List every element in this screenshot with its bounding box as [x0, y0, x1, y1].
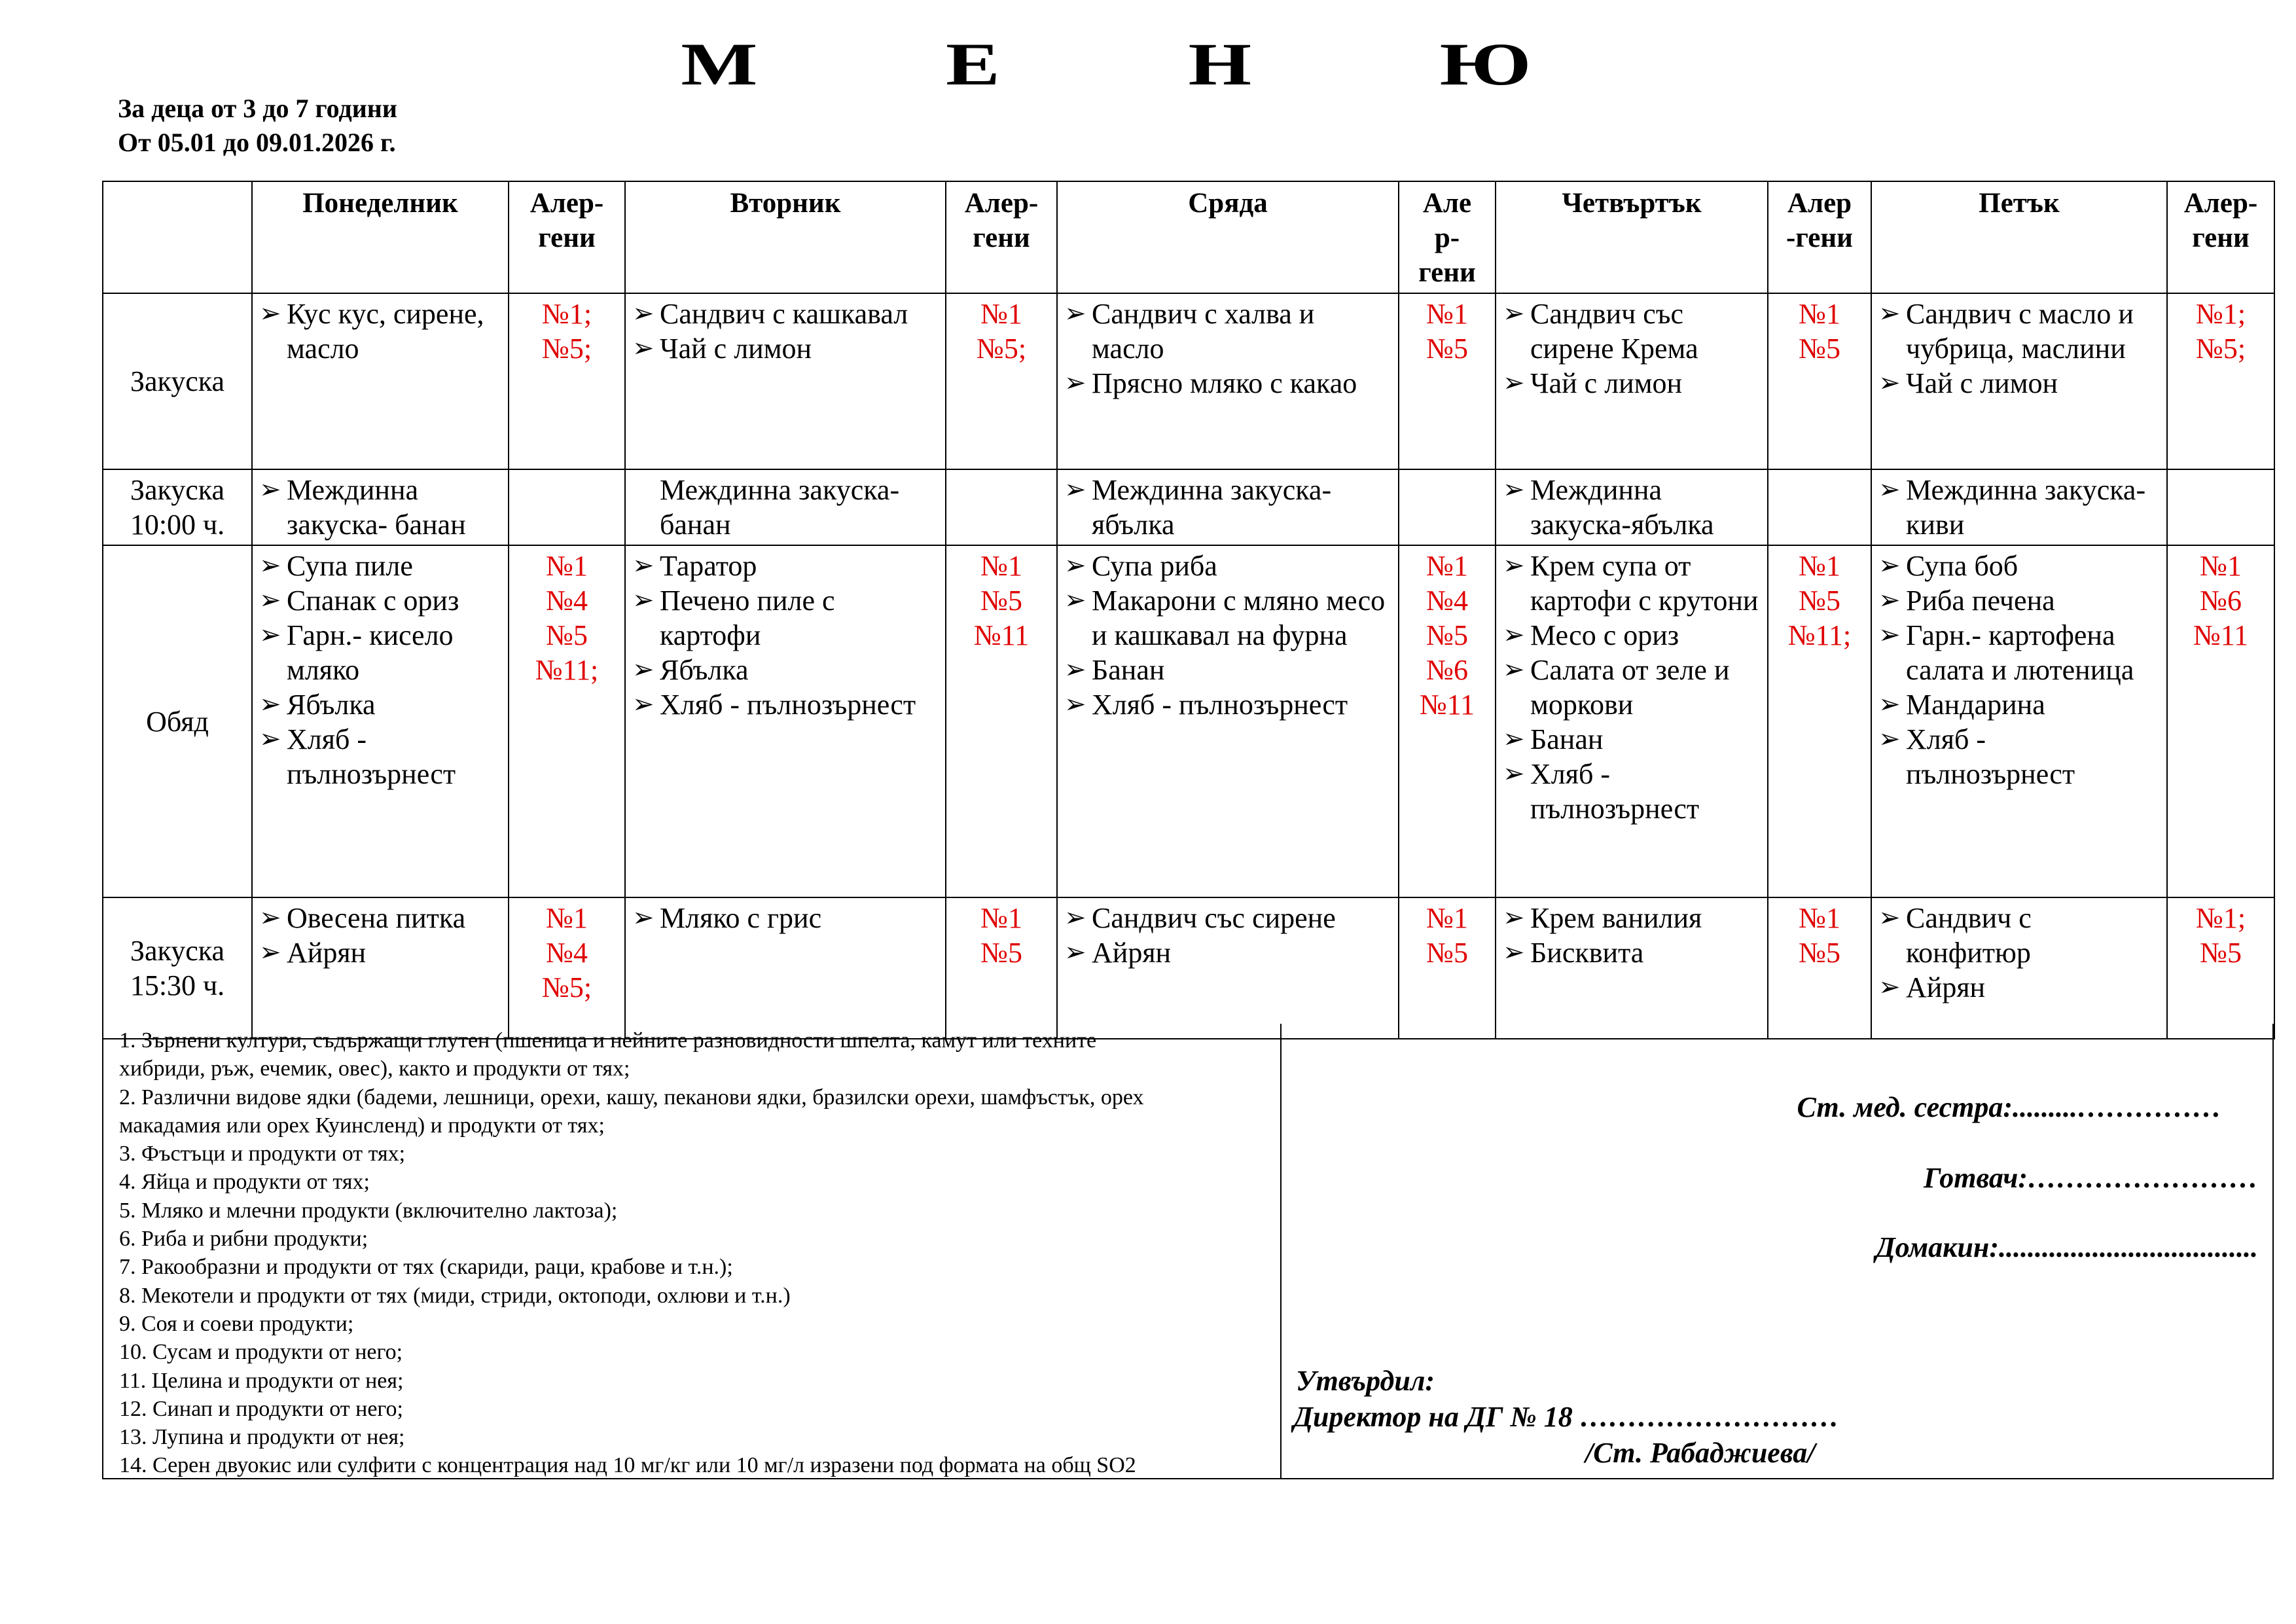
- dish-item: [258, 618, 503, 687]
- allergen-code: №5: [546, 619, 588, 651]
- arrow-bullet-icon: ➢: [632, 585, 655, 615]
- dish-cell: [1057, 293, 1399, 469]
- allergen-code: №4: [1426, 585, 1468, 617]
- legend-line: 7. Ракообразни и продукти от тях (скариди, раци, крабове и т.н.);: [119, 1255, 733, 1280]
- allergen-cell: [946, 293, 1057, 469]
- allergen-code: №11;: [1787, 619, 1852, 651]
- dish-item: [1063, 366, 1393, 401]
- allergen-header: Алер- гени: [2167, 181, 2274, 293]
- dish-list: [1501, 297, 1762, 401]
- dish-text: Сандвич с конфитюр: [1906, 902, 2032, 969]
- dish-text: Междинна закуска- банан: [660, 474, 900, 541]
- arrow-bullet-icon: ➢: [1064, 689, 1086, 719]
- cook-signature: Готвач:……………………: [1923, 1162, 2258, 1194]
- dish-cell: [252, 545, 509, 897]
- allergen-cell: [1399, 469, 1496, 545]
- dish-list: [1501, 901, 1762, 970]
- dish-text: Хляб - пълнозърнест: [1906, 723, 2075, 790]
- arrow-bullet-icon: ➢: [259, 475, 281, 505]
- dish-text: Хляб - пълнозърнест: [1092, 689, 1348, 721]
- dish-cell: [625, 469, 946, 545]
- legend-line: 9. Соя и соеви продукти;: [119, 1311, 354, 1336]
- dish-item: [258, 583, 503, 618]
- arrow-bullet-icon: ➢: [259, 585, 281, 615]
- arrow-bullet-icon: ➢: [1503, 368, 1525, 398]
- legend-line: 3. Фъстъци и продукти от тях;: [119, 1142, 406, 1166]
- dish-item: [631, 549, 940, 583]
- dish-text: Спанак с ориз: [287, 585, 459, 617]
- dish-item: [1501, 935, 1762, 970]
- dish-item: [258, 687, 503, 722]
- arrow-bullet-icon: ➢: [1503, 475, 1525, 505]
- dish-text: Айрян: [1092, 937, 1172, 969]
- arrow-bullet-icon: ➢: [259, 689, 281, 719]
- allergen-legend: [103, 1024, 1282, 1478]
- arrow-bullet-icon: ➢: [632, 550, 655, 581]
- dish-text: Мляко с грис: [660, 902, 822, 934]
- dish-item: [1063, 297, 1393, 366]
- dish-list: [258, 297, 503, 366]
- dish-cell: [1871, 293, 2167, 469]
- dish-list: [258, 549, 503, 791]
- arrow-bullet-icon: ➢: [259, 550, 281, 581]
- dish-list: [258, 473, 503, 542]
- allergen-code: №1;: [2195, 902, 2246, 934]
- dish-item: [631, 583, 940, 653]
- dish-item: [1063, 653, 1393, 687]
- arrow-bullet-icon: ➢: [1878, 724, 1901, 754]
- allergen-code: №5: [1426, 937, 1468, 969]
- arrow-bullet-icon: ➢: [259, 724, 281, 754]
- dish-cell: [1496, 293, 1768, 469]
- dish-item: [1877, 687, 2161, 722]
- arrow-bullet-icon: ➢: [1878, 689, 1901, 719]
- dish-text: Междинна закуска- ябълка: [1092, 474, 1332, 541]
- dish-item: [1877, 366, 2161, 401]
- dish-text: Крем супа от картофи с крутони: [1530, 550, 1759, 617]
- arrow-bullet-icon: ➢: [1878, 550, 1901, 581]
- dish-text: Чай с лимон: [1906, 367, 2058, 399]
- dish-text: Междинна закуска- банан: [287, 474, 466, 541]
- allergen-code: №5;: [976, 333, 1027, 365]
- allergen-code: №1: [2200, 550, 2242, 582]
- legend-line: 10. Сусам и продукти от него;: [119, 1340, 403, 1365]
- allergen-code: №5: [1799, 585, 1840, 617]
- arrow-bullet-icon: ➢: [259, 620, 281, 650]
- dish-list: [1063, 901, 1393, 970]
- dish-text: Гарн.- кисело мляко: [287, 619, 454, 686]
- allergen-code: №5;: [541, 971, 592, 1003]
- dish-text: Айрян: [287, 937, 367, 969]
- arrow-bullet-icon: ➢: [632, 298, 655, 329]
- allergen-code: №1: [980, 902, 1022, 934]
- allergen-code: №5;: [541, 333, 592, 365]
- dish-text: Салата от зеле и моркови: [1530, 654, 1730, 721]
- dish-text: Ябълка: [287, 689, 376, 721]
- dish-text: Ябълка: [660, 654, 749, 686]
- dish-text: Сандвич с кашкавал: [660, 298, 908, 330]
- meal-row: [103, 469, 2274, 545]
- allergen-code: №1;: [2195, 298, 2246, 330]
- meal-label: Закуска 10:00 ч.: [103, 469, 252, 545]
- dish-item: [1877, 473, 2161, 542]
- dish-list: [631, 549, 940, 722]
- allergen-header: Алер -гени: [1768, 181, 1871, 293]
- dish-item: [1063, 687, 1393, 722]
- allergen-code: №4: [546, 937, 588, 969]
- dish-list: [1063, 297, 1393, 401]
- dish-text: Супа пиле: [287, 550, 413, 582]
- allergen-code: №1: [1799, 902, 1840, 934]
- dish-text: Кус кус, сирене, масло: [287, 298, 484, 365]
- dish-cell: [1871, 897, 2167, 1039]
- allergen-cell: [946, 545, 1057, 897]
- dish-item: [1063, 583, 1393, 653]
- dish-item: [1877, 722, 2161, 791]
- dish-item: [1877, 970, 2161, 1005]
- dish-item: [1877, 901, 2161, 970]
- director-name: /Ст. Рабаджиева/: [1585, 1437, 1816, 1469]
- legend-line: 4. Яйца и продукти от тях;: [119, 1170, 370, 1195]
- dish-text: Прясно мляко с какао: [1092, 367, 1357, 399]
- meal-label: Закуска 15:30 ч.: [103, 897, 252, 1039]
- allergen-code: №5;: [2195, 333, 2246, 365]
- legend-line: 11. Целина и продукти от нея;: [119, 1368, 404, 1393]
- arrow-bullet-icon: ➢: [632, 333, 655, 363]
- legend-line: 1. Зърнени култури, съдържащи глутен (пшеница и нейните разновидности шпелта, камут или техните: [119, 1028, 1097, 1053]
- dish-list: [1877, 901, 2161, 1005]
- dish-list: [1877, 473, 2161, 542]
- dish-item: [1877, 583, 2161, 618]
- allergen-code: №11: [2193, 619, 2249, 651]
- dish-cell: [1496, 897, 1768, 1039]
- dish-cell: [1057, 897, 1399, 1039]
- legend-line: 6. Риба и рибни продукти;: [119, 1227, 368, 1252]
- legend-line: 2. Различни видове ядки (бадеми, лешници, орехи, кашу, пеканови ядки, бразилски орехи, шамфъстък, орех: [119, 1085, 1144, 1110]
- arrow-bullet-icon: ➢: [1064, 368, 1086, 398]
- allergen-cell: [2167, 293, 2274, 469]
- arrow-bullet-icon: ➢: [1503, 937, 1525, 967]
- dish-item: [1501, 757, 1762, 826]
- dish-item: [1501, 473, 1762, 542]
- dish-cell: [252, 469, 509, 545]
- meal-label: Закуска: [103, 293, 252, 469]
- page-title: М Е Н Ю: [681, 31, 1615, 98]
- allergen-code: №5: [1426, 333, 1468, 365]
- allergen-cell: [509, 293, 625, 469]
- dish-text: Мандарина: [1906, 689, 2045, 721]
- allergen-code: №1: [980, 550, 1022, 582]
- day-header: Вторник: [625, 181, 946, 293]
- dish-text: Сандвич със сирене: [1092, 902, 1336, 934]
- allergen-code: №1: [1799, 298, 1840, 330]
- dish-list: [1501, 549, 1762, 826]
- dish-list: [1063, 473, 1393, 542]
- dish-text: Риба печена: [1906, 585, 2055, 617]
- allergen-cell: [1768, 293, 1871, 469]
- allergen-code: №5: [2200, 937, 2242, 969]
- allergen-cell: [1768, 545, 1871, 897]
- arrow-bullet-icon: ➢: [1503, 550, 1525, 581]
- allergen-code: №11: [1419, 689, 1475, 721]
- dish-text: Сандвич с масло и чубрица, маслини: [1906, 298, 2134, 365]
- arrow-bullet-icon: ➢: [1503, 903, 1525, 933]
- storekeeper-signature: Домакин:....................................: [1875, 1231, 2258, 1263]
- menu-table: [102, 181, 2275, 1039]
- header-empty: [103, 181, 252, 293]
- dish-text: Таратор: [660, 550, 757, 582]
- day-header: Понеделник: [252, 181, 509, 293]
- dish-cell: [1871, 469, 2167, 545]
- dish-text: Хляб - пълнозърнест: [1530, 758, 1700, 825]
- dish-item: [258, 722, 503, 791]
- allergen-code: №5: [1426, 619, 1468, 651]
- allergen-code: №1: [546, 550, 588, 582]
- dish-text: Макарони с мляно месо и кашкавал на фурна: [1092, 585, 1386, 651]
- dish-cell: [1871, 545, 2167, 897]
- arrow-bullet-icon: ➢: [1503, 655, 1525, 685]
- allergen-code: №1: [546, 902, 588, 934]
- dish-cell: [1496, 545, 1768, 897]
- allergen-code: №6: [1426, 654, 1468, 686]
- arrow-bullet-icon: ➢: [1878, 620, 1901, 650]
- dish-item: [631, 901, 940, 935]
- dish-text: Хляб - пълнозърнест: [287, 723, 456, 790]
- arrow-bullet-icon: ➢: [1064, 475, 1086, 505]
- dish-text: Месо с ориз: [1530, 619, 1679, 651]
- arrow-bullet-icon: ➢: [632, 689, 655, 719]
- dish-text: Овесена питка: [287, 902, 466, 934]
- dish-cell: [625, 545, 946, 897]
- dish-item: [258, 549, 503, 583]
- dish-item: [1877, 297, 2161, 366]
- dish-item: [1063, 935, 1393, 970]
- arrow-bullet-icon: ➢: [1878, 585, 1901, 615]
- arrow-bullet-icon: ➢: [259, 937, 281, 967]
- footer-box: [102, 1024, 2274, 1479]
- dish-text: Бисквита: [1530, 937, 1644, 969]
- nurse-signature: Ст. мед. сестра:.........……………: [1797, 1091, 2221, 1123]
- dish-cell: [1057, 469, 1399, 545]
- allergen-cell: [2167, 469, 2274, 545]
- dish-cell: [625, 897, 946, 1039]
- allergen-cell: [1399, 293, 1496, 469]
- dish-list: [1877, 297, 2161, 401]
- dish-item: [258, 935, 503, 970]
- dish-item: [631, 331, 940, 366]
- allergen-code: №1: [1426, 298, 1468, 330]
- arrow-bullet-icon: ➢: [1064, 937, 1086, 967]
- dish-item: [1501, 618, 1762, 653]
- meal-row: [103, 897, 2274, 1039]
- dish-text: Крем ванилия: [1530, 902, 1702, 934]
- dish-list: [1063, 549, 1393, 722]
- arrow-bullet-icon: ➢: [1503, 620, 1525, 650]
- dish-text: Супа боб: [1906, 550, 2018, 582]
- dish-item: [258, 473, 503, 542]
- dish-item: [631, 297, 940, 331]
- dish-list: [1877, 549, 2161, 791]
- dish-item: [258, 297, 503, 366]
- dish-item: [1501, 653, 1762, 722]
- meal-label: Обяд: [103, 545, 252, 897]
- arrow-bullet-icon: ➢: [1878, 903, 1901, 933]
- dish-text: Междинна закуска-ябълка: [1530, 474, 1714, 541]
- arrow-bullet-icon: ➢: [1064, 585, 1086, 615]
- allergen-code: №4: [546, 585, 588, 617]
- dish-cell: [252, 897, 509, 1039]
- dish-item: [1501, 722, 1762, 757]
- arrow-bullet-icon: ➢: [632, 903, 655, 933]
- dish-item: [631, 653, 940, 687]
- legend-line: 12. Синап и продукти от него;: [119, 1396, 403, 1421]
- legend-line: 8. Мекотели и продукти от тях (миди, стриди, октоподи, охлюви и т.н.): [119, 1283, 791, 1308]
- dish-cell: [625, 293, 946, 469]
- day-header: Петък: [1871, 181, 2167, 293]
- dish-item: [631, 687, 940, 722]
- allergen-header: Але р- гени: [1399, 181, 1496, 293]
- allergen-cell: [1399, 897, 1496, 1039]
- director-line: Директор на ДГ № 18 ………………………: [1293, 1401, 1839, 1433]
- allergen-code: №5: [1799, 333, 1840, 365]
- dish-item: [1063, 473, 1393, 542]
- allergen-header: Алер- гени: [946, 181, 1057, 293]
- dish-cell: [1496, 469, 1768, 545]
- allergen-cell: [509, 545, 625, 897]
- legend-line: 5. Мляко и млечни продукти (включително лактоза);: [119, 1198, 618, 1223]
- arrow-bullet-icon: ➢: [1064, 903, 1086, 933]
- dish-text: Междинна закуска-киви: [1906, 474, 2146, 541]
- arrow-bullet-icon: ➢: [1503, 759, 1525, 789]
- dish-list: [631, 297, 940, 366]
- meal-row: [103, 545, 2274, 897]
- arrow-bullet-icon: ➢: [1878, 972, 1901, 1002]
- allergen-header: Алер- гени: [509, 181, 625, 293]
- allergen-code: №1: [1799, 550, 1840, 582]
- allergen-code: №11: [973, 619, 1030, 651]
- arrow-bullet-icon: ➢: [1878, 298, 1901, 329]
- dish-text: Гарн.- картофена салата и лютеница: [1906, 619, 2134, 686]
- allergen-code: №1: [980, 298, 1022, 330]
- allergen-code: №1: [1426, 902, 1468, 934]
- header-row: [103, 181, 2274, 293]
- allergen-code: №11;: [535, 654, 599, 686]
- arrow-bullet-icon: ➢: [259, 903, 281, 933]
- arrow-bullet-icon: ➢: [632, 655, 655, 685]
- allergen-code: №6: [2200, 585, 2242, 617]
- dish-item: [1501, 549, 1762, 618]
- approved-label: Утвърдил:: [1296, 1365, 1435, 1397]
- legend-line: 13. Лупина и продукти от нея;: [119, 1425, 405, 1450]
- arrow-bullet-icon: ➢: [1878, 475, 1901, 505]
- dish-text: Хляб - пълнозърнест: [660, 689, 916, 721]
- allergen-cell: [946, 469, 1057, 545]
- dish-text: Супа риба: [1092, 550, 1217, 582]
- dish-item: [1501, 366, 1762, 401]
- dish-text: Чай с лимон: [1530, 367, 1683, 399]
- allergen-cell: [946, 897, 1057, 1039]
- arrow-bullet-icon: ➢: [1503, 724, 1525, 754]
- allergen-cell: [2167, 897, 2274, 1039]
- dish-cell: [252, 293, 509, 469]
- legend-line: 14. Серен двуокис или сулфити с концентрация над 10 мг/кг или 10 мг/л изразени под формата на общ SO2: [119, 1453, 1136, 1478]
- dish-text: Банан: [1530, 723, 1604, 755]
- dish-text: Айрян: [1906, 971, 1986, 1003]
- day-header: Сряда: [1057, 181, 1399, 293]
- legend-line: макадамия или орех Куинсленд) и продукти от тях;: [119, 1113, 605, 1138]
- allergen-code: №5: [980, 585, 1022, 617]
- allergen-code: №5: [980, 937, 1022, 969]
- arrow-bullet-icon: ➢: [1064, 298, 1086, 329]
- allergen-code: №5: [1799, 937, 1840, 969]
- menu-period: От 05.01 до 09.01.2026 г.: [118, 128, 396, 157]
- dish-item: [1877, 618, 2161, 687]
- dish-item: [1501, 297, 1762, 366]
- allergen-code: №1;: [541, 298, 592, 330]
- dish-text: Печено пиле с картофи: [660, 585, 835, 651]
- allergen-cell: [2167, 545, 2274, 897]
- dish-item: [258, 901, 503, 935]
- subtitle: [118, 92, 397, 160]
- signature-block: [1282, 1024, 2272, 1478]
- dish-item: [1063, 549, 1393, 583]
- dish-text: Банан: [1092, 654, 1165, 686]
- arrow-bullet-icon: ➢: [1878, 368, 1901, 398]
- dish-list: [1501, 473, 1762, 542]
- meal-row: [103, 293, 2274, 469]
- dish-cell: [1057, 545, 1399, 897]
- allergen-cell: [509, 469, 625, 545]
- dish-item: [1501, 901, 1762, 935]
- dish-list: [258, 901, 503, 970]
- day-header: Четвъртък: [1496, 181, 1768, 293]
- allergen-cell: [509, 897, 625, 1039]
- allergen-code: №1: [1426, 550, 1468, 582]
- arrow-bullet-icon: ➢: [259, 298, 281, 329]
- dish-list: [631, 901, 940, 935]
- allergen-cell: [1768, 469, 1871, 545]
- allergen-cell: [1768, 897, 1871, 1039]
- dish-text: Сандвич с халва и масло: [1092, 298, 1315, 365]
- allergen-cell: [1399, 545, 1496, 897]
- dish-item: [1063, 901, 1393, 935]
- arrow-bullet-icon: ➢: [1064, 655, 1086, 685]
- arrow-bullet-icon: ➢: [1064, 550, 1086, 581]
- legend-line: хибриди, ръж, ечемик, овес), както и продукти от тях;: [119, 1056, 630, 1081]
- dish-text: Чай с лимон: [660, 333, 812, 365]
- dish-text: Сандвич със сирене Крема: [1530, 298, 1698, 365]
- dish-item: [1877, 549, 2161, 583]
- arrow-bullet-icon: ➢: [1503, 298, 1525, 329]
- age-group: За деца от 3 до 7 години: [118, 94, 397, 123]
